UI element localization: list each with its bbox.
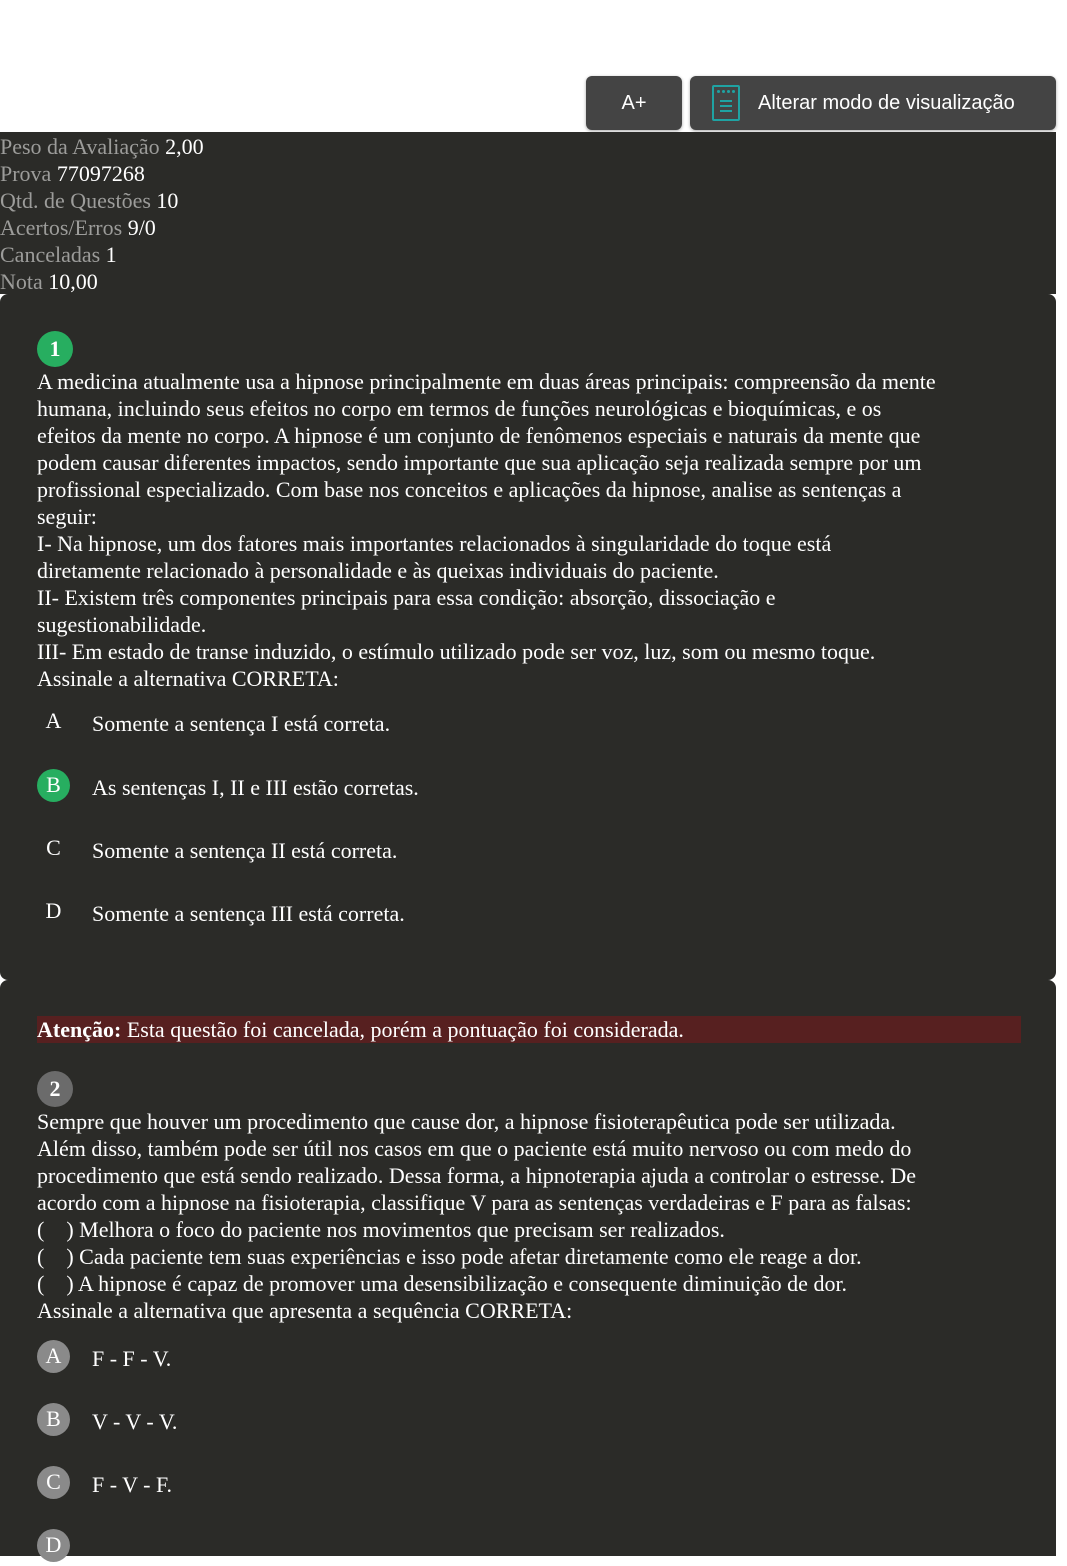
question-text-line: ( ) Cada paciente tem suas experiências e isso pode afetar diretamente como ele reage a dor. [37,1244,862,1269]
option-letter: D [37,1529,70,1562]
question-text-line: III- Em estado de transe induzido, o estímulo utilizado pode ser voz, luz, som ou mesmo toque. [37,639,876,664]
question-text-line: II- Existem três componentes principais para essa condição: absorção, dissociação e [37,585,776,610]
cancelled-alert [37,1016,1021,1043]
summary-value: 77097268 [56,161,145,186]
question-text-line: procedimento que está sendo realizado. Dessa forma, a hipnoterapia ajuda a controlar o estresse. De [37,1163,917,1188]
question-number-badge: 1 [37,331,73,367]
option-text: Somente a sentença II está correta. [92,838,398,863]
option-text: Somente a sentença III está correta. [92,901,405,926]
summary-label: Canceladas [0,242,101,267]
summary-value: 10,00 [48,269,98,294]
exam-summary [0,132,1056,294]
option-b-correct[interactable] [37,770,419,806]
question-text-line: ( ) Melhora o foco do paciente nos movimentos que precisam ser realizados. [37,1217,725,1242]
option-text: V - V - V. [92,1409,178,1434]
option-letter: C [46,835,61,860]
option-a[interactable] [37,706,390,742]
question-text-line: acordo com a hipnose na fisioterapia, classifique V para as sentenças verdadeiras e F para as falsas: [37,1190,912,1215]
summary-row-cancelled [0,241,1056,268]
question-text-line: podem causar diferentes impactos, sendo importante que sua aplicação seja realizada sempre por um [37,450,922,475]
question-text-line: diretamente relacionado à personalidade e às queixas individuais do paciente. [37,558,719,583]
summary-value: 2,00 [165,134,204,159]
question-text [37,1108,1027,1324]
summary-label: Qtd. de Questões [0,188,151,213]
question-number-badge: 2 [37,1071,73,1107]
option-letter: D [45,898,62,923]
question-text-line: I- Na hipnose, um dos fatores mais importantes relacionados à singularidade do toque está [37,531,832,556]
option-a[interactable] [37,1341,171,1377]
option-letter: A [45,708,62,733]
question-text [37,368,1027,692]
change-view-mode-button[interactable] [690,76,1056,130]
question-text-line: Além disso, também pode ser útil nos casos em que o paciente está muito nervoso ou com medo do [37,1136,912,1161]
question-text-line: seguir: [37,504,97,529]
toolbar [586,76,1056,130]
change-view-mode-label: Alterar modo de visualização [758,91,1015,114]
question-card-2 [0,980,1056,1556]
question-text-line: Sempre que houver um procedimento que cause dor, a hipnose fisioterapêutica pode ser utilizada. [37,1109,896,1134]
question-text-line: Assinale a alternativa CORRETA: [37,666,339,691]
option-letter-correct: B [37,769,70,802]
option-b[interactable] [37,1404,177,1440]
question-text-line: A medicina atualmente usa a hipnose principalmente em duas áreas principais: compreensão da mente [37,369,936,394]
option-c[interactable] [37,833,397,869]
option-letter: C [37,1466,70,1499]
question-text-line: profissional especializado. Com base nos conceitos e aplicações da hipnose, analise as sentenças a [37,477,902,502]
question-text-line: efeitos da mente no corpo. A hipnose é um conjunto de fenômenos especiais e naturais da mente que [37,423,921,448]
question-card-1 [0,294,1056,980]
question-text-line: humana, incluindo seus efeitos no corpo em termos de funções neurológicas e bioquímicas, e os [37,396,882,421]
increase-font-label: A+ [621,91,647,114]
option-text: F - V - F. [92,1472,172,1497]
option-text: Somente a sentença I está correta. [92,711,391,736]
question-text-line: sugestionabilidade. [37,612,207,637]
summary-row-grade [0,268,1056,295]
summary-row-hits-errors [0,214,1056,241]
summary-value: 10 [156,188,179,213]
summary-label: Prova [0,161,52,186]
option-text: As sentenças I, II e III estão corretas. [92,775,419,800]
summary-label: Acertos/Erros [0,215,123,240]
summary-label: Peso da Avaliação [0,134,160,159]
summary-value: 9/0 [127,215,156,240]
option-letter: A [37,1340,70,1373]
question-text-line: Assinale a alternativa que apresenta a sequência CORRETA: [37,1298,573,1323]
summary-row-exam-id [0,160,1056,187]
summary-label: Nota [0,269,43,294]
alert-text: Esta questão foi cancelada, porém a pontuação foi considerada. [121,1017,684,1042]
summary-value: 1 [105,242,117,267]
question-text-line: ( ) A hipnose é capaz de promover uma desensibilização e consequente diminuição de dor. [37,1271,848,1296]
option-text: F - F - V. [92,1346,172,1371]
increase-font-button[interactable] [586,76,682,130]
option-letter: B [37,1403,70,1436]
option-c[interactable] [37,1467,172,1503]
summary-row-question-count [0,187,1056,214]
option-d[interactable] [37,1530,92,1566]
alert-label: Atenção: [37,1017,122,1042]
summary-row-weight [0,133,1056,160]
document-list-icon [712,85,740,121]
option-d[interactable] [37,896,405,932]
